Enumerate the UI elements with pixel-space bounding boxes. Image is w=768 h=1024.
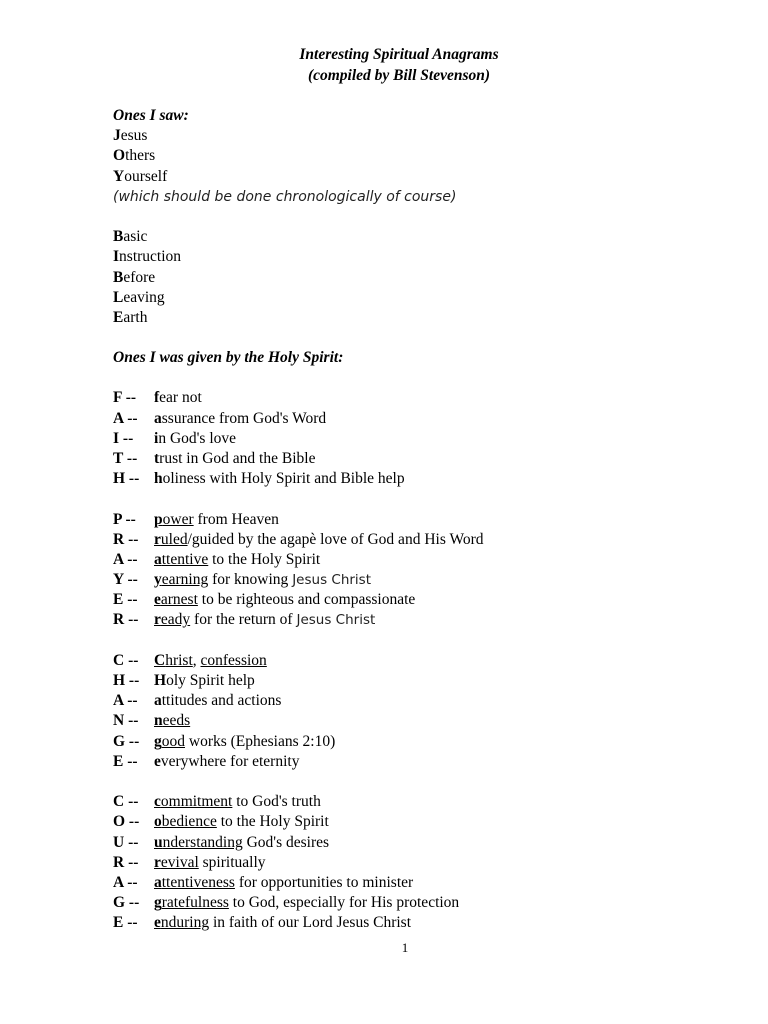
keyword-initial: u [154, 833, 163, 851]
acrostic-row [113, 429, 753, 449]
row-letter: Y -- [113, 571, 138, 589]
row-initial: f [154, 389, 160, 407]
row-text [154, 671, 255, 691]
acrostic-rest: ourself [124, 167, 168, 185]
acrostic-row [113, 752, 753, 772]
acrostic-row [113, 671, 753, 691]
acrostic-word [113, 167, 456, 187]
row-text [154, 853, 266, 873]
row-rest: for the return of [190, 611, 297, 629]
acrostic-row [113, 570, 753, 590]
row-rest: rust in God and the Bible [159, 449, 316, 467]
row-letter: E -- [113, 591, 138, 609]
row-rest: oliness with Holy Spirit and Bible help [162, 470, 405, 488]
keyword-rest: evival [160, 853, 199, 871]
keyword [154, 894, 229, 911]
acrostic-initial: B [113, 268, 124, 286]
keyword [154, 531, 188, 548]
acrostic-group [113, 388, 753, 489]
row-rest: God's desires [242, 833, 330, 851]
acrostic-row [113, 651, 753, 671]
row-initial: a [154, 409, 162, 427]
acrostic-rest: nstruction [119, 248, 182, 266]
acrostic-row [113, 691, 753, 711]
row-letter: A -- [113, 409, 138, 427]
row-rest: for knowing [208, 571, 293, 589]
acrostic-word [113, 146, 456, 166]
acrostic-initial: B [113, 228, 124, 246]
row-text [154, 409, 326, 429]
name-text: Jesus Christ [296, 612, 376, 629]
row-rest: ssurance from God's Word [161, 409, 327, 427]
row-rest: to God, especially for His protection [228, 894, 460, 912]
row-letter: E -- [113, 752, 138, 770]
keyword-initial: a [154, 550, 162, 568]
page-number: 1 [401, 940, 409, 955]
row-text [154, 449, 315, 469]
row-initial: H [154, 672, 167, 689]
acrostic-group [113, 510, 753, 631]
keyword-initial: e [154, 914, 161, 932]
row-rest: ear not [159, 389, 202, 407]
acrostic-word [113, 227, 456, 247]
row-letter: N -- [113, 712, 139, 730]
acrostic-row [113, 812, 753, 832]
keyword-rest: hrist [165, 651, 193, 669]
keyword [154, 591, 198, 608]
keyword-rest: nderstanding [162, 833, 243, 851]
row-letter: C -- [113, 793, 139, 811]
row-letter: A -- [113, 692, 138, 710]
row-rest: verywhere for eternity [160, 752, 300, 770]
keyword [154, 914, 209, 931]
document-title: Interesting Spiritual Anagrams [299, 46, 499, 63]
keyword-rest: ratefulness [161, 894, 229, 912]
name-text: Jesus Christ [292, 572, 371, 589]
keyword-rest: ommitment [160, 793, 233, 811]
bible-acrostic [113, 227, 456, 328]
row-letter: U -- [113, 833, 139, 851]
acrostic-row [113, 469, 753, 489]
acrostic-row [113, 873, 753, 893]
row-rest: to the Holy Spirit [208, 550, 321, 568]
keyword-rest: ower [162, 510, 194, 528]
keyword-initial: e [154, 591, 161, 609]
acrostic-row [113, 610, 753, 630]
keyword-initial: c [154, 793, 161, 811]
acrostic-row [113, 550, 753, 570]
row-text [154, 792, 321, 812]
row-text [154, 530, 484, 550]
acrostic-row [113, 853, 753, 873]
row-text [154, 510, 279, 530]
keyword-rest: arnest [160, 591, 198, 609]
row-rest: ttitudes and actions [161, 692, 282, 710]
keyword [154, 874, 235, 891]
acrostic-row [113, 732, 753, 752]
keyword-rest: nduring [160, 914, 210, 932]
row-letter: E -- [113, 914, 138, 932]
spacer [113, 207, 456, 227]
row-letter: R -- [113, 853, 139, 871]
keyword-rest: eeds [162, 712, 191, 730]
keyword-initial: g [154, 732, 162, 750]
row-text [154, 590, 415, 610]
row-letter: R -- [113, 611, 139, 629]
acrostic-word [113, 288, 456, 308]
keyword-initial: r [154, 853, 161, 871]
row-text [154, 610, 375, 630]
acrostic-row [113, 792, 753, 812]
keyword [154, 511, 194, 528]
row-rest: from Heaven [193, 510, 279, 528]
acrostic-rest: thers [125, 147, 156, 165]
acrostic-initial: O [113, 147, 126, 165]
row-rest: to be righteous and compassionate [197, 591, 416, 609]
row-letter: H -- [113, 672, 140, 689]
keyword-rest: ttentiveness [161, 873, 235, 891]
row-text [154, 812, 329, 832]
row-text [154, 469, 405, 489]
keyword [154, 733, 185, 750]
acrostic-initial: I [113, 248, 120, 266]
keyword-initial: g [154, 894, 162, 912]
row-text [154, 651, 267, 671]
row-rest: in faith of our Lord Jesus Christ [209, 914, 412, 932]
acrostic-word [113, 126, 456, 146]
row-text [154, 711, 190, 731]
row-text [154, 732, 335, 752]
row-text [154, 570, 371, 590]
keyword [154, 611, 190, 628]
acrostic-initial: J [113, 127, 121, 145]
row-text [154, 429, 236, 449]
acrostic-rest: eaving [123, 288, 165, 306]
keyword [154, 854, 199, 871]
keyword-rest: ood [161, 732, 185, 750]
keyword [154, 652, 193, 669]
keyword-initial: p [154, 510, 163, 528]
keyword-initial: y [154, 571, 162, 589]
acrostic-row [113, 388, 753, 408]
row-rest: oly Spirit help [166, 672, 255, 689]
acrostic-row [113, 893, 753, 913]
keyword-rest: ttentive [161, 550, 209, 568]
acrostic-row [113, 711, 753, 731]
keyword-initial: r [154, 530, 161, 548]
keyword-rest: earning [161, 571, 209, 589]
row-letter: G -- [113, 732, 140, 750]
keyword-secondary: confession [200, 651, 267, 669]
acrostic-rest: asic [123, 228, 148, 246]
row-letter: R -- [113, 530, 139, 548]
section-ones-i-saw [113, 106, 456, 328]
spacer [113, 631, 753, 651]
keyword-initial: r [154, 611, 161, 629]
row-text [154, 833, 329, 853]
keyword-initial: a [154, 873, 162, 891]
acrostic-initial: L [113, 288, 124, 306]
row-initial: h [154, 470, 163, 488]
keyword [154, 813, 217, 830]
row-text [154, 550, 320, 570]
row-letter: I -- [113, 429, 134, 447]
row-initial: e [154, 752, 161, 770]
row-rest: spiritually [198, 853, 266, 871]
row-rest: , [192, 651, 201, 669]
title-block [0, 44, 768, 86]
row-letter: G -- [113, 894, 140, 912]
acrostic-initial: Y [113, 167, 125, 185]
row-initial: t [154, 449, 160, 467]
row-letter: T -- [113, 449, 138, 467]
row-initial: i [154, 429, 159, 447]
acrostic-initial: E [113, 308, 124, 326]
keyword-initial: C [154, 651, 166, 669]
row-rest: /guided by the agapè love of God and His Word [187, 530, 484, 548]
acrostic-groups [113, 368, 753, 933]
acrostic-row [113, 409, 753, 429]
spacer [113, 489, 753, 509]
row-letter: H -- [113, 470, 140, 488]
acrostic-group [113, 651, 753, 772]
keyword-rest: eady [160, 611, 191, 629]
row-letter: O -- [113, 813, 140, 831]
acrostic-row [113, 913, 753, 933]
row-text [154, 913, 411, 933]
keyword-initial: n [154, 712, 163, 730]
row-letter: F -- [113, 389, 137, 407]
keyword [154, 571, 208, 588]
section-heading: Ones I saw: [113, 107, 189, 124]
row-text [154, 752, 299, 772]
row-rest: to the Holy Spirit [216, 813, 329, 831]
row-letter: P -- [113, 510, 136, 528]
row-text [154, 388, 202, 408]
acrostic-word [113, 308, 456, 328]
acrostic-row [113, 833, 753, 853]
keyword-rest: uled [160, 530, 188, 548]
keyword-rest: bedience [161, 813, 217, 831]
row-letter: C -- [113, 651, 139, 669]
row-letter: A -- [113, 550, 138, 568]
spacer [113, 368, 753, 388]
row-text [154, 893, 459, 913]
acrostic-rest: esus [120, 127, 148, 145]
row-text [154, 691, 281, 711]
document-subtitle: (compiled by Bill Stevenson) [307, 67, 491, 84]
acrostic-rest: efore [123, 268, 156, 286]
acrostic-word [113, 268, 456, 288]
keyword [154, 551, 208, 568]
keyword [154, 834, 243, 851]
spacer [113, 772, 753, 792]
row-rest: to God's truth [232, 793, 321, 811]
row-rest: works (Ephesians 2:10) [185, 732, 336, 750]
joy-acrostic [113, 126, 456, 187]
acrostic-word [113, 247, 456, 267]
chronology-note: (which should be done chronologically of course) [113, 188, 457, 205]
acrostic-row [113, 530, 753, 550]
section-heading: Ones I was given by the Holy Spirit: [113, 349, 344, 366]
acrostic-group [113, 792, 753, 933]
section-holy-spirit [113, 348, 753, 933]
acrostic-row [113, 510, 753, 530]
acrostic-rest: arth [123, 308, 148, 326]
row-rest: n God's love [158, 429, 237, 447]
row-text [154, 873, 413, 893]
keyword [154, 793, 232, 810]
keyword-initial: o [154, 813, 162, 831]
keyword [154, 712, 190, 729]
row-letter: A -- [113, 873, 138, 891]
acrostic-row [113, 590, 753, 610]
row-rest: for opportunities to minister [234, 873, 414, 891]
acrostic-row [113, 449, 753, 469]
row-initial: a [154, 692, 162, 710]
